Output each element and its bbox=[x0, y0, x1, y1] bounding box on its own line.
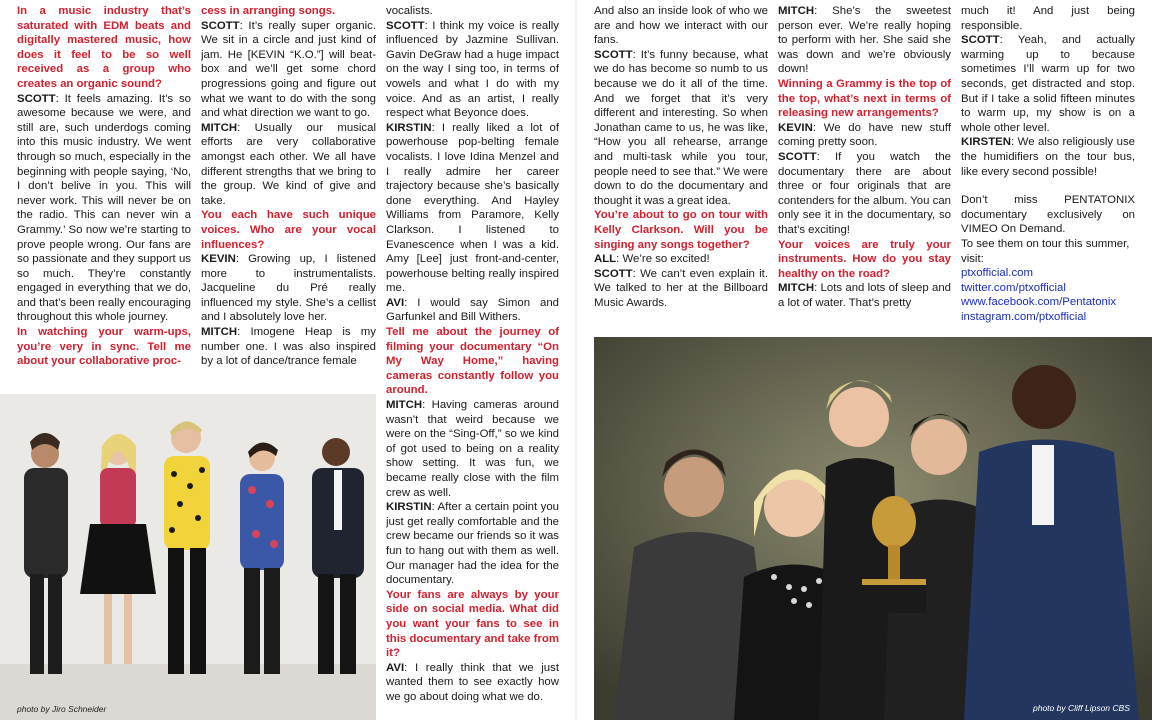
interview-question: In watching your warm-ups, you’re very in sync. Tell me about your collaborative proc- bbox=[17, 326, 191, 368]
interview-answer bbox=[386, 121, 559, 296]
speaker-name: SCOTT bbox=[386, 19, 425, 32]
interview-answer bbox=[594, 48, 768, 209]
interview-answer bbox=[386, 500, 559, 588]
right-article-column-2 bbox=[778, 4, 951, 334]
promo-vimeo: Don’t miss PENTATONIX documentary exclusively on VIMEO On Demand. bbox=[961, 194, 1135, 236]
speaker-name: KIRSTIN bbox=[386, 501, 432, 514]
interview-answer bbox=[778, 4, 951, 77]
interview-question: You’re about to go on tour with Kelly Clarkson. Will you be singing any songs together? bbox=[594, 209, 768, 251]
interview-answer bbox=[961, 4, 1135, 33]
interview-answer bbox=[386, 296, 559, 325]
interview-question: In a music industry that’s saturated with EDM beats and digitally mastered music, how does it feel to be so well received as a group who creates an organic sound? bbox=[17, 5, 191, 90]
speaker-name: SCOTT bbox=[594, 267, 633, 280]
interview-answer bbox=[386, 19, 559, 121]
speaker-name: AVI bbox=[386, 296, 405, 309]
photo-credit-right: photo by Cliff Lipson CBS bbox=[1033, 703, 1130, 713]
band-photo-grammy bbox=[594, 337, 1152, 720]
interview-question: You each have such unique voices. Who are your vocal influences? bbox=[201, 209, 376, 251]
answer-text: And also an inside look of who we are and how we interact with our fans. bbox=[594, 5, 768, 47]
speaker-name: KIRSTEN bbox=[961, 136, 1011, 149]
left-article-column-1 bbox=[17, 4, 191, 390]
speaker-name: SCOTT bbox=[594, 48, 633, 61]
interview-answer bbox=[961, 33, 1135, 135]
speaker-name: SCOTT bbox=[17, 92, 56, 105]
promo-link[interactable]: instagram.com/ptxofficial bbox=[961, 310, 1087, 323]
interview-answer bbox=[201, 252, 376, 325]
answer-text: : I would say Simon and Garfunkel and Bill Withers. bbox=[386, 296, 559, 324]
answer-text: : I really liked a lot of powerhouse pop-belting female vocalists. I love Idina Menzel and I really admire her career trajectory because she’s basically done everything. And Hayley Williams from Paramore, Kelly Clarkson. I listened to Evanescence when I was a kid. Amy [Lee] just front-and-center, powerhouse belting really inspired me. bbox=[386, 121, 559, 295]
right-article-column-1 bbox=[594, 4, 768, 334]
speaker-name: SCOTT bbox=[201, 19, 240, 32]
answer-text: : It feels amazing. It’s so awesome because we were, and still are, such underdogs coming into this music industry. We went through so much, especially in the beginning with people saying, ‘No, I don’t belive in you. This will never work. This will never be on the radio. This can never win a Grammy.’ So now we’re starting to prove people wrong. Our fans are so passionate and they support us so much. They’re constantly engaged in everything that we do, and that’s been really encouraging throughout this whole journey. bbox=[17, 92, 191, 324]
interview-answer bbox=[386, 661, 559, 705]
interview-answer bbox=[778, 281, 951, 310]
promo-link[interactable]: ptxofficial.com bbox=[961, 267, 1033, 280]
answer-text: : Growing up, I listened more to instrumentalists. Jacqueline du Pré really influenced my style. She’s a cellist and I absolutely love her. bbox=[201, 253, 376, 324]
answer-text: : We’re so excited! bbox=[616, 253, 710, 266]
answer-text: much it! And just being responsible. bbox=[961, 5, 1135, 32]
interview-question: cess in arranging songs. bbox=[201, 5, 336, 17]
interview-answer bbox=[386, 398, 559, 500]
interview-answer bbox=[386, 4, 559, 19]
speaker-name: SCOTT bbox=[778, 150, 817, 163]
answer-text: : If you watch the documentary there are about three or four originals that are contenders for the album. You can only see it in the documentary, so that’s exciting! bbox=[778, 150, 951, 236]
promo-link[interactable]: www.facebook.com/Pentatonix bbox=[961, 296, 1117, 309]
band-photo-illustration bbox=[0, 394, 376, 720]
answer-text: : After a certain point you just get really comfortable and the crew became our friends so it was fun to hang out with them as well. Our manager had the idea for the documentary. bbox=[386, 501, 559, 587]
right-article-column-3 bbox=[961, 4, 1135, 334]
answer-text: : It’s funny because, what we do has become so numb to us because we do it all of the time. And we forget that it’s very different and interesting. So when Jonathan came to us, he was like, “How you all rehearse, arrange and multi-task while you tour, people need to see that.” We were down to do the documentary and thought it was a great idea. bbox=[594, 48, 768, 207]
photo-credit-left: photo by Jiro Schneider bbox=[17, 704, 107, 714]
interview-answer bbox=[201, 19, 376, 121]
speaker-name: MITCH bbox=[778, 5, 815, 17]
speaker-name: KEVIN bbox=[201, 253, 236, 266]
interview-answer bbox=[201, 325, 376, 369]
interview-question: Tell me about the journey of filming your documentary “On My Way Home,” having cameras constantly follow you around. bbox=[386, 326, 559, 397]
interview-answer bbox=[594, 267, 768, 311]
interview-question: Your fans are always by your side on social media. What did you want your fans to see in this documentary and take from it? bbox=[386, 588, 559, 660]
grammy-photo-illustration bbox=[594, 337, 1152, 720]
answer-text: : Yeah, and actually warming up to because sometimes I’ll warm up for two seconds, get distracted and stop. But if I take a solid fifteen minutes to warm up, my show is on a whole other level. bbox=[961, 34, 1135, 134]
promo-link[interactable]: twitter.com/ptxofficial bbox=[961, 281, 1066, 294]
answer-text: : Lots and lots of sleep and a lot of water. That’s pretty bbox=[778, 282, 951, 309]
interview-answer bbox=[594, 4, 768, 48]
answer-text: : We do have new stuff coming pretty soon. bbox=[778, 121, 951, 149]
left-article-column-3 bbox=[386, 4, 559, 716]
speaker-name: MITCH bbox=[201, 121, 238, 134]
interview-answer bbox=[201, 121, 376, 209]
answer-text: : I really think that we just wanted them to see exactly how we go about doing what we do. bbox=[386, 661, 559, 703]
interview-answer bbox=[961, 135, 1135, 179]
answer-text: : Usually our musical efforts are very collaborative amongst each other. We all have different strengths that we bring to the group. We kind of give and take. bbox=[201, 121, 376, 207]
answer-text: : It’s really super organic. We sit in a circle and just kind of jam. He [KEVIN “K.O.”] will beat-box and we’ll get some chord progressions going and figure out what we want to do with the song and what direction we want to go. bbox=[201, 19, 376, 120]
answer-text: : She’s the sweetest person ever. We’re really hoping to perform with her. She said she was down and we’re obviously down! bbox=[778, 5, 951, 76]
page-gutter bbox=[575, 0, 577, 720]
interview-answer bbox=[778, 150, 951, 238]
speaker-name: MITCH bbox=[778, 282, 815, 295]
speaker-name: KIRSTIN bbox=[386, 121, 432, 134]
answer-text: : We can’t even explain it. We talked to her at the Billboard Music Awards. bbox=[594, 267, 768, 309]
interview-answer bbox=[17, 92, 191, 326]
interview-question: Winning a Grammy is the top of the top, what’s next in terms of releasing new arrangements? bbox=[778, 77, 951, 120]
speaker-name: AVI bbox=[386, 661, 405, 674]
answer-text: vocalists. bbox=[386, 5, 433, 17]
speaker-name: ALL bbox=[594, 253, 617, 266]
speaker-name: MITCH bbox=[201, 326, 238, 339]
left-article-column-2 bbox=[201, 4, 376, 392]
interview-answer bbox=[778, 121, 951, 150]
speaker-name: KEVIN bbox=[778, 121, 813, 134]
answer-text: : Having cameras around wasn’t that weird because we were on the “Sing-Off,” so we kind of got used to being on a reality show setting. It was fun, we became really close with the film crew as well. bbox=[386, 399, 559, 499]
band-photo-standing bbox=[0, 394, 376, 720]
interview-question: Your voices are truly your instruments. How do you stay healthy on the road? bbox=[778, 238, 951, 280]
interview-answer bbox=[594, 252, 768, 267]
answer-text: : We also religiously use the humidifiers on the tour bus, like every second possible! bbox=[961, 136, 1135, 178]
speaker-name: MITCH bbox=[386, 399, 423, 412]
promo-tour: To see them on tour this summer, visit: bbox=[961, 237, 1130, 265]
speaker-name: SCOTT bbox=[961, 34, 1000, 47]
answer-text: : Imogene Heap is my number one. I was also inspired by a lot of dance/trance female bbox=[201, 326, 376, 368]
answer-text: : I think my voice is really influenced by Jazmine Sullivan. Gavin DeGraw had a huge impact on the way I sing too, in terms of vowels and what I do with my voice. And as an artist, I really respect what Beyonce does. bbox=[386, 19, 559, 120]
